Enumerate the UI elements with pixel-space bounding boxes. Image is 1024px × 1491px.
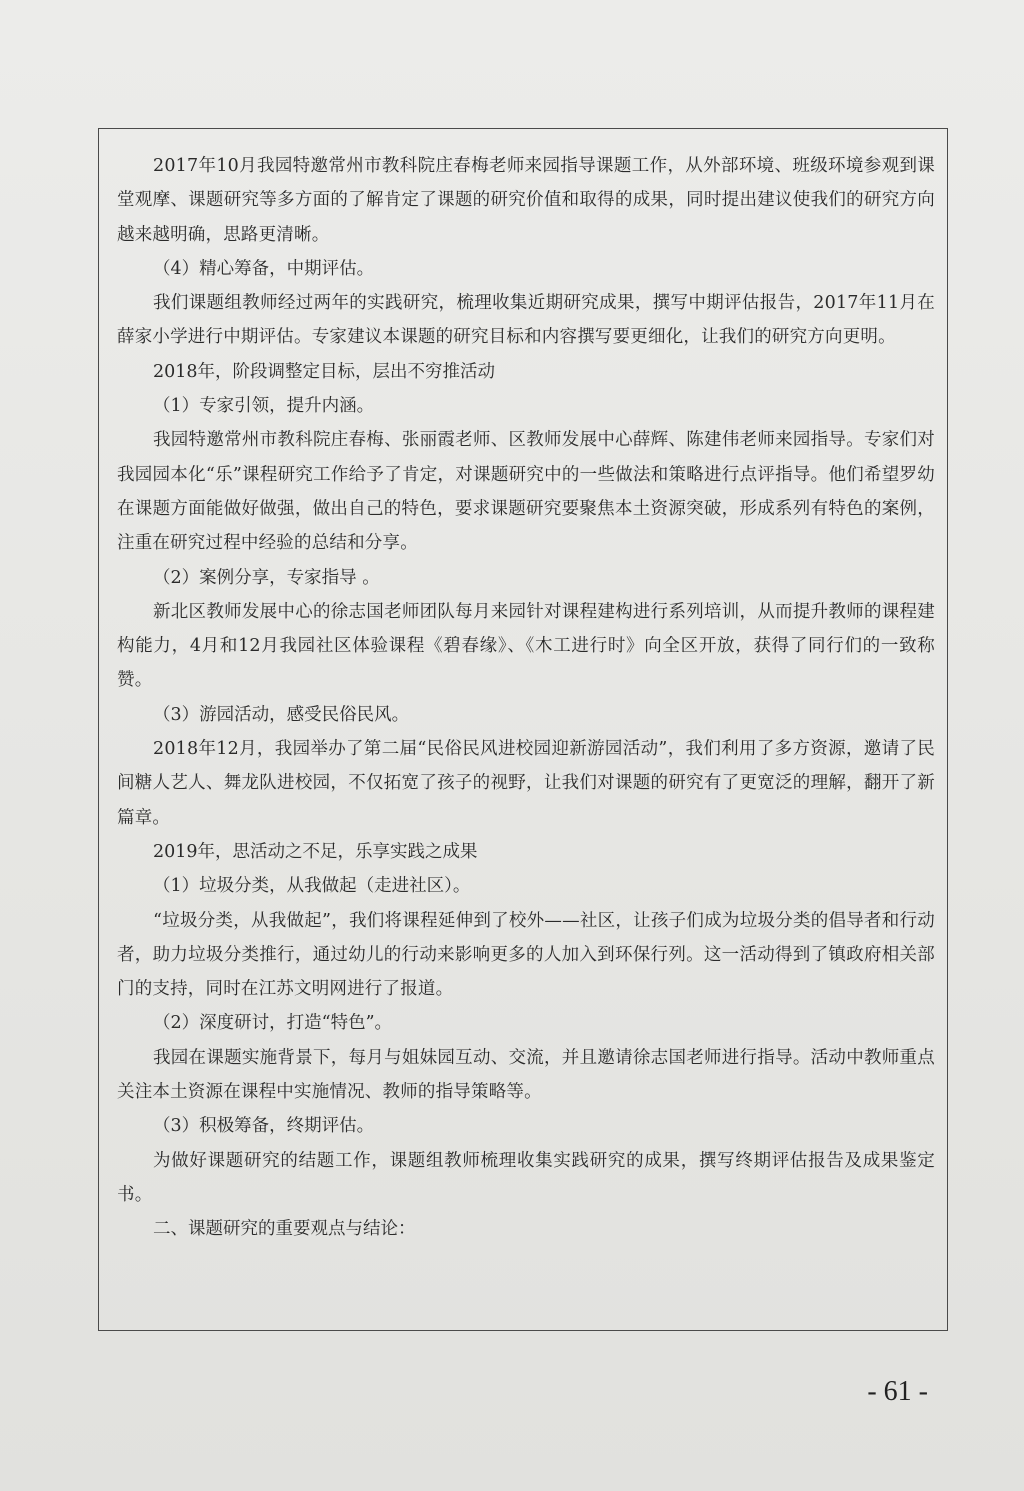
text-frame — [98, 128, 948, 1331]
subheading-deep-research: （2）深度研讨，打造“特色”。 — [153, 1013, 393, 1034]
subheading-midterm: （4）精心筹备，中期评估。 — [153, 258, 375, 279]
section-heading-conclusions: 二、课题研究的重要观点与结论： — [153, 1219, 416, 1240]
paragraph-case-share: 新北区教师发展中心的徐志国老师团队每月来园针对课程建构进行系列培训，从而提升教师的课程建构能力，4月和12月我园社区体验课程《碧春缘》、《木工进行时》向全区开放，获得了同行们的一致称赞。 — [117, 601, 935, 691]
subheading-expert-guide: （1）专家引领，提升内涵。 — [153, 396, 375, 417]
paragraph-deep-research: 我园在课题实施背景下，每月与姐妹园互动、交流，并且邀请徐志国老师进行指导。活动中教师重点关注本土资源在课程中实施情况、教师的指导策略等。 — [117, 1047, 935, 1103]
subheading-garden-activity: （3）游园活动，感受民俗民风。 — [153, 704, 410, 725]
paragraph-expert-visit-2017: 2017年10月我园特邀常州市教科院庄春梅老师来园指导课题工作，从外部环境、班级环境参观到课堂观摩、课题研究等多方面的了解肯定了课题的研究价值和取得的成果，同时提出建议使我们的研究方向越来越明确，思路更清晰。 — [117, 156, 935, 245]
paragraph-garbage-sorting: “垃圾分类，从我做起”，我们将课程延伸到了校外——社区，让孩子们成为垃圾分类的倡导者和行动者，助力垃圾分类推行，通过幼儿的行动来影响更多的人加入到环保行列。这一活动得到了镇政府相关部门的支持，同时在江苏文明网进行了报道。 — [117, 910, 935, 1000]
heading-2019: 2019年，思活动之不足，乐享实践之成果 — [153, 841, 478, 862]
page-number: - 61 - — [867, 1376, 928, 1407]
paragraph-expert-guide: 我园特邀常州市教科院庄春梅、张丽霞老师、区教师发展中心薛辉、陈建伟老师来园指导。专家们对我园园本化“乐”课程研究工作给予了肯定，对课题研究中的一些做法和策略进行点评指导。他们希望罗幼在课题方面能做好做强，做出自己的特色，要求课题研究要聚焦本土资源突破，形成系列有特色的案例，注重在研究过程中经验的总结和分享。 — [117, 430, 935, 554]
paragraph-midterm-eval: 我们课题组教师经过两年的实践研究，梳理收集近期研究成果，撰写中期评估报告，2017年11月在薛家小学进行中期评估。专家建议本课题的研究目标和内容撰写要更细化，让我们的研究方向更明。 — [117, 293, 935, 348]
paragraph-garden-activity: 2018年12月，我园举办了第二届“民俗民风进校园迎新游园活动”，我们利用了多方资源，邀请了民间糖人艺人、舞龙队进校园，不仅拓宽了孩子的视野，让我们对课题的研究有了更宽泛的理解，翻开了新篇章。 — [117, 739, 935, 828]
subheading-case-share: （2）案例分享，专家指导 。 — [153, 567, 380, 588]
subheading-garbage-sorting: （1）垃圾分类，从我做起（走进社区）。 — [153, 876, 471, 897]
paragraph-final-eval: 为做好课题研究的结题工作，课题组教师梳理收集实践研究的成果，撰写终期评估报告及成果鉴定书。 — [117, 1150, 935, 1205]
heading-2018: 2018年，阶段调整定目标，层出不穷推活动 — [153, 361, 496, 382]
subheading-final-eval: （3）积极筹备，终期评估。 — [153, 1116, 375, 1137]
